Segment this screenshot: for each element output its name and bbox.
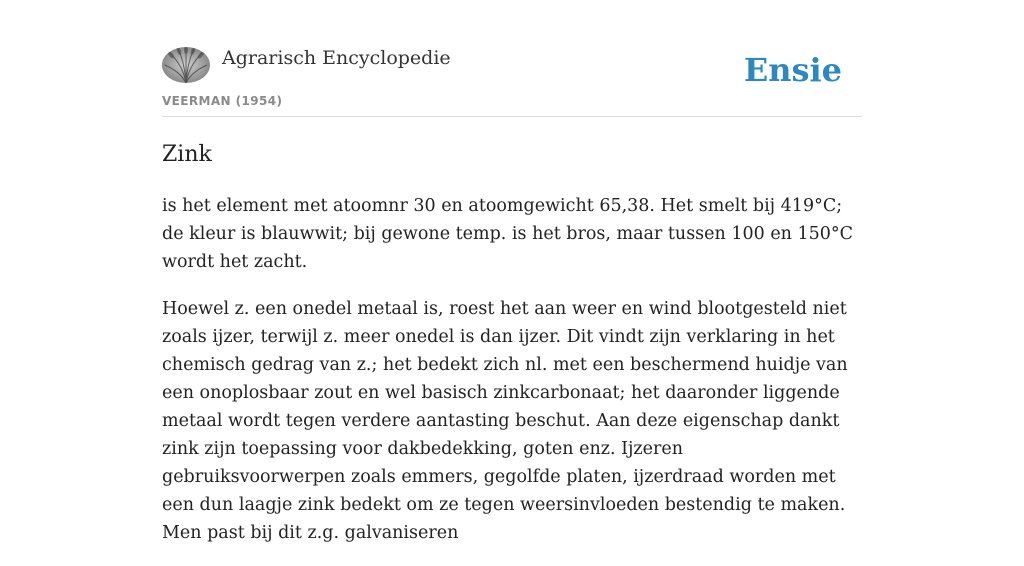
brand-logo[interactable]: Ensie <box>743 51 842 89</box>
book-title[interactable]: Agrarisch Encyclopedie <box>222 47 451 69</box>
page-container <box>162 0 862 543</box>
page-header <box>162 0 862 117</box>
entry-paragraph: is het element met atoomnr 30 en atoomgewicht 65,38. Het smelt bij 419°C; de kleur is blauwwit; bij gewone temp. is het bros, maar tussen 100 en 150°C wordt het zacht. <box>162 196 854 272</box>
entry-title: Zink <box>162 142 212 167</box>
entry-body <box>162 192 862 566</box>
book-source: VEERMAN (1954) <box>162 94 283 108</box>
wheat-sheaf-icon[interactable] <box>162 47 210 83</box>
entry-paragraph: Hoewel z. een onedel metaal is, roest het aan weer en wind blootgesteld niet zoals ijzer, terwijl z. meer onedel is dan ijzer. Dit vindt zijn verklaring in het chemisch gedrag van z.; het bedekt zich nl. met een beschermend huidje van een onoplosbaar zout en wel basisch zinkcarbonaat; het daaronder liggende metaal wordt tegen verdere aantasting beschut. Aan deze eigenschap dankt zink zijn toepassing voor dakbedekking, goten enz. Ijzeren gebruiksvoorwerpen zoals emmers, gegolfde platen, ijzerdraad worden met een dun laagje zink bedekt om ze tegen weersinvloeden bestendig te maken. Men past bij dit z.g. galvaniseren <box>162 299 848 543</box>
